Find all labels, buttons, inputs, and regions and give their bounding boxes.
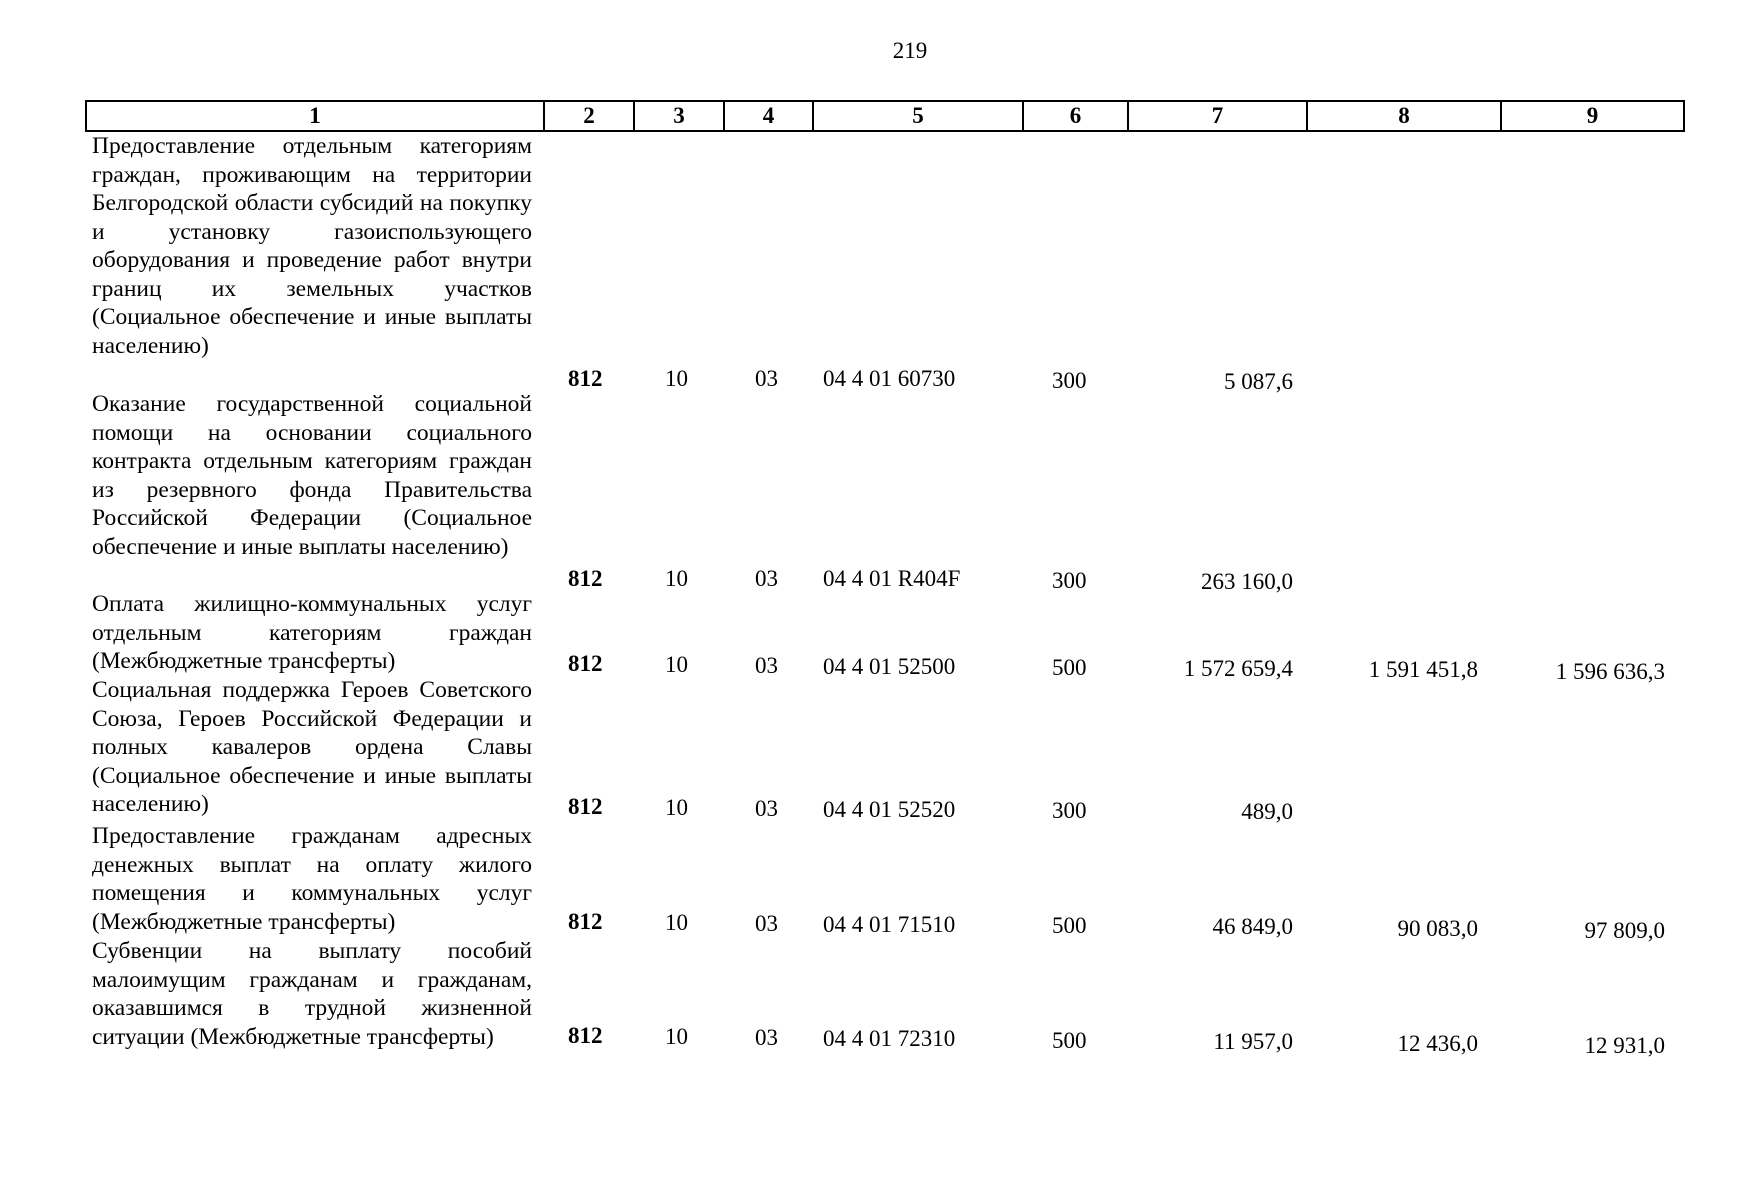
cell-col-3: 10 [665, 1024, 688, 1049]
cell-col-9: 12 931,0 [1584, 1033, 1665, 1058]
cell-col-6: 500 [1052, 1028, 1087, 1053]
cell-col-4: 03 [755, 566, 778, 591]
header-col-1: 1 [86, 101, 544, 131]
row-description: Социальная поддержка Героев Советского Союза, Героев Российской Федерации и полных кавалеров ордена Славы (Социальное обеспечение и иные выплаты населению) [92, 677, 532, 817]
row-description: Субвенции на выплату пособий малоимущим гражданам и гражданам, оказавшимся в трудной жизненной ситуации (Межбюджетные трансферты) [92, 938, 532, 1050]
cell-col-6: 500 [1052, 913, 1087, 938]
table-header [85, 100, 1685, 132]
cell-col-7: 489,0 [1241, 799, 1293, 824]
cell-col-3: 10 [665, 910, 688, 935]
cell-col-2: 812 [568, 651, 603, 676]
row-description: Оплата жилищно-коммунальных услуг отдельным категориям граждан (Межбюджетные трансферты) [92, 591, 532, 674]
cell-col-3: 10 [665, 652, 688, 677]
cell-col-7: 1 572 659,4 [1183, 656, 1293, 681]
cell-col-4: 03 [755, 653, 778, 678]
cell-col-4: 03 [755, 1025, 778, 1050]
cell-col-6: 300 [1052, 798, 1087, 823]
cell-col-6: 300 [1052, 368, 1087, 393]
cell-col-8: 90 083,0 [1397, 916, 1478, 941]
cell-col-8: 1 591 451,8 [1368, 657, 1478, 682]
cell-col-2: 812 [568, 909, 603, 934]
cell-col-7: 263 160,0 [1201, 569, 1293, 594]
cell-col-5: 04 4 01 R404F [823, 566, 961, 591]
row-description: Предоставление гражданам адресных денежных выплат на оплату жилого помещения и коммунальных услуг (Межбюджетные трансферты) [92, 823, 532, 935]
header-col-9: 9 [1501, 101, 1684, 131]
row-description: Предоставление отдельным категориям граждан, проживающим на территории Белгородской области субсидий на покупку и установку газоиспользующего оборудования и проведение работ внутри границ их земельных участков (Социальное обеспечение и иные выплаты населению) [92, 133, 532, 359]
cell-col-3: 10 [665, 795, 688, 820]
cell-col-6: 500 [1052, 655, 1087, 680]
header-col-4: 4 [724, 101, 813, 131]
header-col-3: 3 [634, 101, 724, 131]
cell-col-4: 03 [755, 911, 778, 936]
header-col-5: 5 [813, 101, 1023, 131]
cell-col-2: 812 [568, 1023, 603, 1048]
cell-col-2: 812 [568, 366, 603, 391]
page-number: 219 [892, 38, 928, 63]
cell-col-9: 97 809,0 [1584, 918, 1665, 943]
cell-col-3: 10 [665, 566, 688, 591]
cell-col-5: 04 4 01 52500 [823, 654, 956, 679]
cell-col-5: 04 4 01 60730 [823, 366, 956, 391]
cell-col-5: 04 4 01 72310 [823, 1026, 956, 1051]
cell-col-5: 04 4 01 52520 [823, 797, 956, 822]
header-col-8: 8 [1307, 101, 1501, 131]
header-col-2: 2 [544, 101, 634, 131]
header-col-7: 7 [1128, 101, 1307, 131]
cell-col-9: 1 596 636,3 [1555, 659, 1665, 684]
cell-col-4: 03 [755, 796, 778, 821]
cell-col-7: 5 087,6 [1224, 369, 1293, 394]
cell-col-3: 10 [665, 366, 688, 391]
cell-col-5: 04 4 01 71510 [823, 912, 956, 937]
row-description: Оказание государственной социальной помощи на основании социального контракта отдельным категориям граждан из резервного фонда Правительства Российской Федерации (Социальное обеспечение и иные выплаты населению) [92, 391, 532, 560]
cell-col-6: 300 [1052, 568, 1087, 593]
cell-col-2: 812 [568, 794, 603, 819]
cell-col-4: 03 [755, 366, 778, 391]
header-col-6: 6 [1023, 101, 1128, 131]
cell-col-7: 46 849,0 [1212, 914, 1293, 939]
cell-col-8: 12 436,0 [1397, 1031, 1478, 1056]
cell-col-2: 812 [568, 566, 603, 591]
cell-col-7: 11 957,0 [1213, 1029, 1293, 1054]
